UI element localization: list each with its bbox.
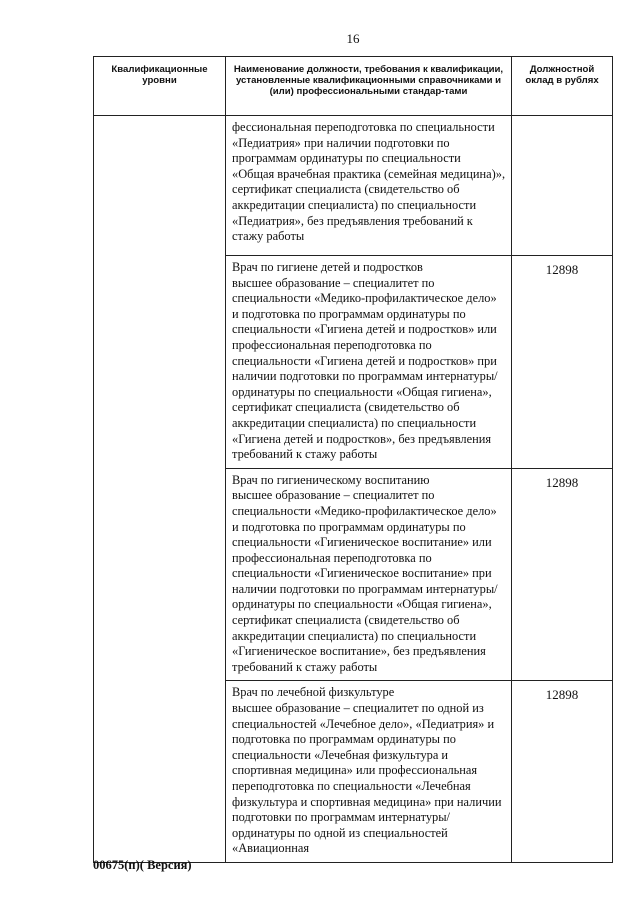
position-cell (226, 681, 512, 863)
salary-cell-empty (512, 116, 613, 256)
position-requirements: высшее образование – специалитет по специальности «Медико-профилактическое дело» и подготовка по программам ординатуры по специальности «Гигиеническое воспитание» или профессиональная переподготовка по специальности «Гигиеническое воспитание» при наличии подготовки по программам интернатуры/ординатуры по специальности «Общая гигиена», сертификат специалиста (свидетельство об аккредитации специалиста) по специальности «Гигиеническое воспитание», без предъявления требований к стажу работы (232, 488, 498, 674)
position-title: Врач по гигиене детей и подростков (232, 260, 423, 274)
position-title: Врач по лечебной физкультуре (232, 685, 395, 700)
position-requirements: высшее образование – специалитет по одной из специальностей «Лечебное дело», «Педиатрия» и подготовка по программам ординатуры по специальности «Лечебная физкультура и спортивная медицина» или профессиональная переподготовка по специальности «Лечебная физкультура и спортивная медицина» при наличии подготовки по программам интернатуры/ординатуры по одной из специальностей «Авиационная (232, 701, 502, 856)
position-title: Врач по гигиеническому воспитанию (232, 472, 430, 487)
salary-cell: 12898 (512, 468, 613, 681)
table-row (94, 116, 613, 256)
header-level: Квалификационные уровни (94, 57, 226, 116)
position-requirements: высшее образование – специалитет по специальности «Медико-профилактическое дело» и подготовка по программам ординатуры по специальности «Гигиена детей и подростков» или профессиональная переподготовка по специальности «Гигиена детей и подростков» при наличии подготовки по программам интернатуры/ординатуры по специальности «Общая гигиена», сертификат специалиста (свидетельство об аккредитации специалиста) по специальности «Гигиена детей и подростков», без предъявления требований к стажу работы (232, 275, 498, 462)
salary-cell: 12898 (512, 256, 613, 469)
table-header-row (94, 57, 613, 116)
header-position: Наименование должности, требования к квалификации, установленные квалификационными справочниками и (или) профессиональными стандар-тами (226, 57, 512, 116)
header-salary: Должностной оклад в рублях (512, 57, 613, 116)
position-cell (226, 256, 512, 469)
document-code-footer: 00675(п)( Версия) (93, 858, 192, 872)
level-cell (94, 116, 226, 863)
page-number: 16 (346, 31, 360, 46)
position-cell (226, 468, 512, 681)
continuation-text: фессиональная переподготовка по специальности «Педиатрия» при наличии подготовки по программам ординатуры по специальности «Общая врачебная практика (семейная медицина)», сертификат специалиста (свидетельство об аккредитации специалиста) по специальности «Педиатрия», без предъявления требований к стажу работы (226, 116, 512, 256)
salary-cell: 12898 (512, 681, 613, 863)
qualification-table (93, 56, 613, 863)
